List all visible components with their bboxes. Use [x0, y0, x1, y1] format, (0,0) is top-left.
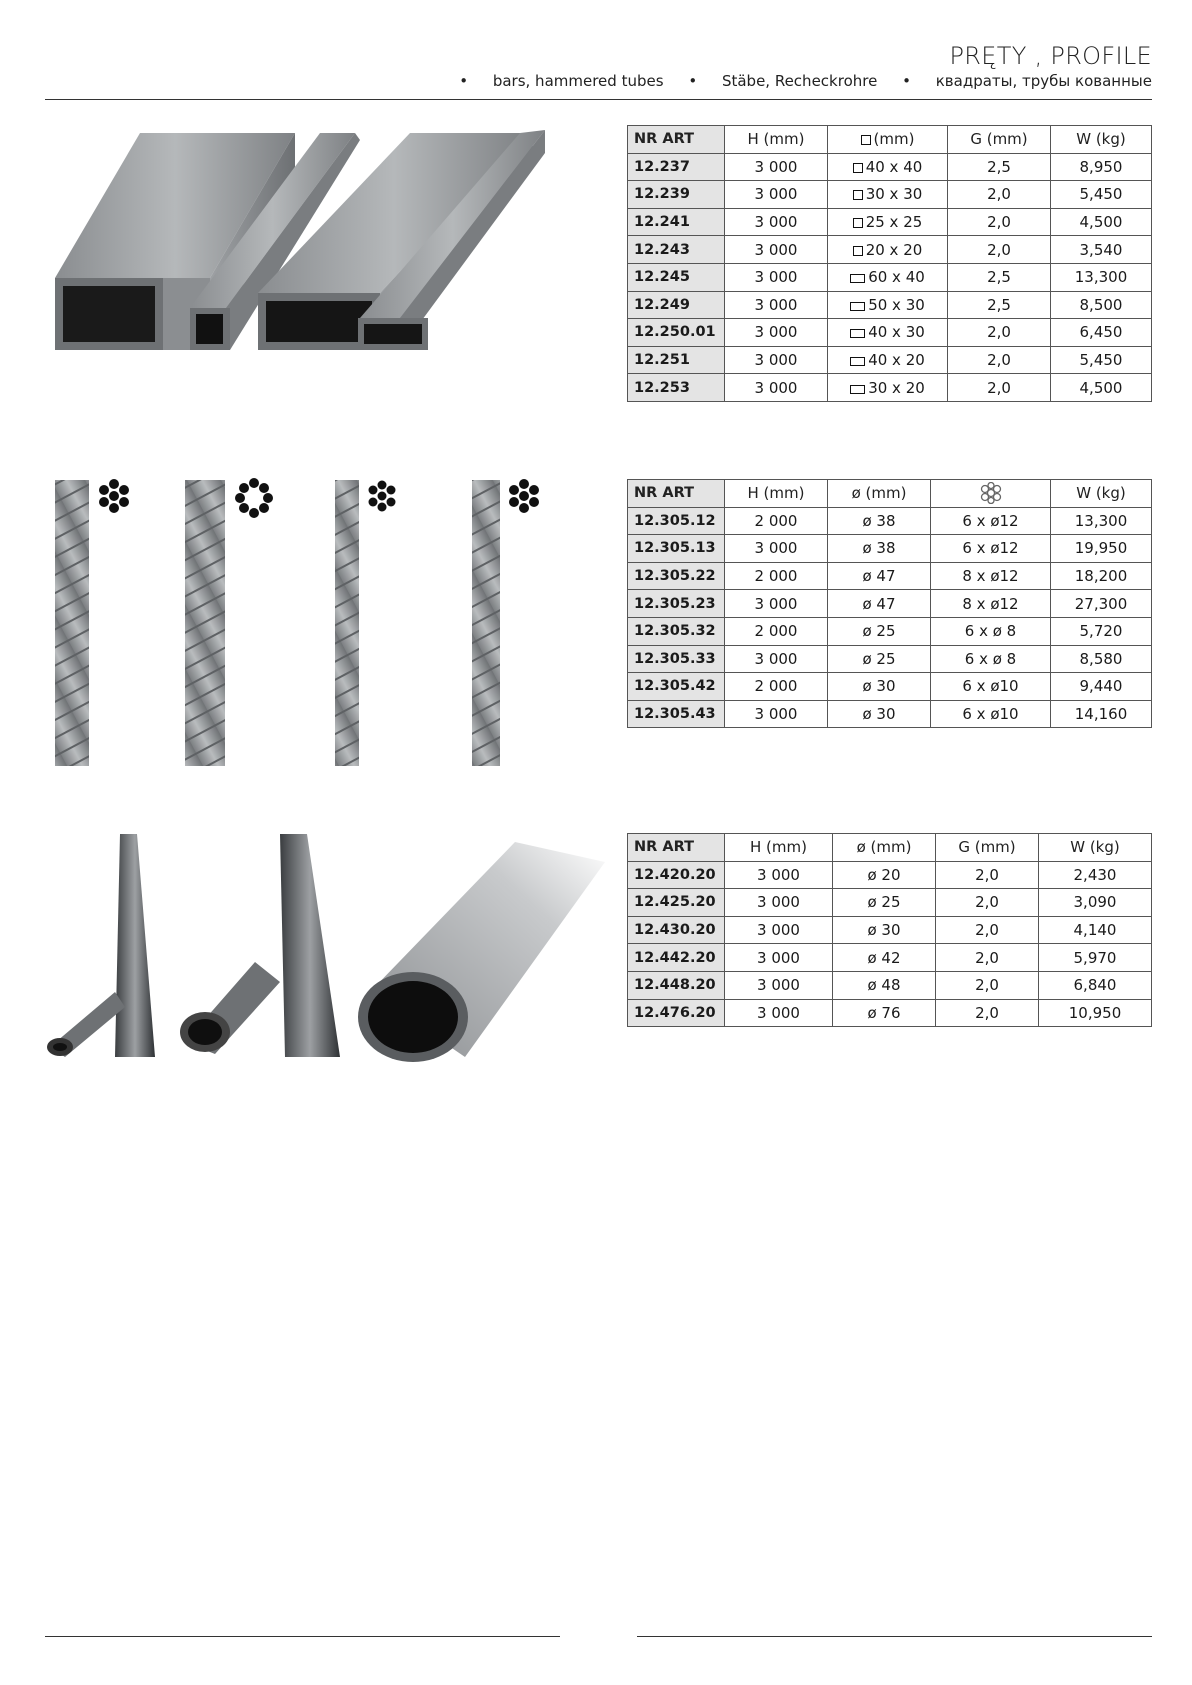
cell-h: 3 000: [725, 291, 828, 319]
cell-g: 2,0: [936, 999, 1039, 1027]
table-row: [628, 263, 1152, 291]
cell-w: 14,160: [1051, 700, 1152, 728]
cell-art: 12.251: [628, 346, 725, 374]
cell-d: ø 25: [828, 645, 931, 673]
cell-art: 12.241: [628, 208, 725, 236]
table-row: [628, 645, 1152, 673]
cell-art: 12.476.20: [628, 999, 725, 1027]
cell-h: 3 000: [725, 374, 828, 402]
cell-h: 3 000: [725, 181, 828, 209]
cell-w: 8,500: [1051, 291, 1152, 319]
footer-divider-right: [637, 1636, 1152, 1637]
rectangle-icon: [850, 385, 865, 394]
cell-g: 2,0: [936, 916, 1039, 944]
cell-w: 5,720: [1051, 617, 1152, 645]
cell-h: 2 000: [725, 507, 828, 535]
table-header-row: [628, 834, 1152, 862]
cell-size: 40 x 30: [828, 319, 948, 347]
subtitle-ru: квадраты, трубы кованные: [935, 72, 1152, 90]
cell-g: 2,0: [948, 346, 1051, 374]
cell-h: 3 000: [725, 944, 833, 972]
col-header-size: (mm): [828, 126, 948, 154]
cell-w: 4,140: [1039, 916, 1152, 944]
cell-d: ø 47: [828, 590, 931, 618]
cell-w: 19,950: [1051, 535, 1152, 563]
cell-w: 27,300: [1051, 590, 1152, 618]
col-header-w: W (kg): [1051, 126, 1152, 154]
cell-w: 13,300: [1051, 263, 1152, 291]
cell-h: 3 000: [725, 535, 828, 563]
table-row: [628, 507, 1152, 535]
table-row: [628, 916, 1152, 944]
table-row: [628, 346, 1152, 374]
cell-h: 3 000: [725, 645, 828, 673]
cell-d: ø 38: [828, 535, 931, 563]
table-hammered-tubes: [627, 125, 1152, 402]
col-header-h: H (mm): [725, 480, 828, 508]
square-icon: [853, 190, 863, 200]
cell-g: 2,5: [948, 263, 1051, 291]
cell-size: 50 x 30: [828, 291, 948, 319]
cell-d: ø 30: [828, 673, 931, 701]
table-row: [628, 374, 1152, 402]
cell-w: 5,450: [1051, 346, 1152, 374]
cell-d: ø 30: [828, 700, 931, 728]
cell-g: 2,0: [948, 181, 1051, 209]
cell-w: 10,950: [1039, 999, 1152, 1027]
cell-strands: 6 x ø12: [931, 507, 1051, 535]
cell-art: 12.239: [628, 181, 725, 209]
page-subtitle: [459, 72, 1152, 90]
cell-art: 12.305.43: [628, 700, 725, 728]
cell-art: 12.305.32: [628, 617, 725, 645]
cell-h: 3 000: [725, 263, 828, 291]
col-header-d: ø (mm): [828, 480, 931, 508]
cell-strands: 6 x ø10: [931, 700, 1051, 728]
cell-h: 2 000: [725, 562, 828, 590]
subtitle-de: Stäbe, Recheckrohre: [721, 72, 878, 90]
cell-art: 12.243: [628, 236, 725, 264]
table-header-row: [628, 480, 1152, 508]
subtitle-en: bars, hammered tubes: [492, 72, 664, 90]
cell-strands: 8 x ø12: [931, 562, 1051, 590]
table-row: [628, 590, 1152, 618]
rectangle-icon: [850, 302, 865, 311]
cell-art: 12.305.33: [628, 645, 725, 673]
cell-h: 2 000: [725, 673, 828, 701]
cell-strands: 6 x ø10: [931, 673, 1051, 701]
table-row: [628, 971, 1152, 999]
cell-d: ø 30: [833, 916, 936, 944]
cell-w: 4,500: [1051, 208, 1152, 236]
cell-g: 2,5: [948, 291, 1051, 319]
cell-h: 3 000: [725, 236, 828, 264]
table-row: [628, 889, 1152, 917]
cell-art: 12.305.23: [628, 590, 725, 618]
col-header-d: ø (mm): [833, 834, 936, 862]
cell-h: 3 000: [725, 971, 833, 999]
cell-d: ø 42: [833, 944, 936, 972]
cell-w: 3,540: [1051, 236, 1152, 264]
table-row: [628, 236, 1152, 264]
bullet: •: [902, 72, 911, 90]
cell-h: 3 000: [725, 700, 828, 728]
cell-d: ø 76: [833, 999, 936, 1027]
col-header-strands: [931, 480, 1051, 508]
cell-size: 25 x 25: [828, 208, 948, 236]
cell-h: 3 000: [725, 319, 828, 347]
cell-art: 12.425.20: [628, 889, 725, 917]
table-twisted-tubes: [627, 833, 1152, 1027]
col-header-g: G (mm): [948, 126, 1051, 154]
cell-w: 13,300: [1051, 507, 1152, 535]
cell-h: 3 000: [725, 590, 828, 618]
cell-size: 30 x 30: [828, 181, 948, 209]
cell-w: 3,090: [1039, 889, 1152, 917]
cell-d: ø 47: [828, 562, 931, 590]
cell-strands: 6 x ø 8: [931, 645, 1051, 673]
table-row: [628, 673, 1152, 701]
cell-w: 2,430: [1039, 861, 1152, 889]
cell-d: ø 20: [833, 861, 936, 889]
table-row: [628, 617, 1152, 645]
cell-art: 12.245: [628, 263, 725, 291]
strand-cross-section-icon: [978, 482, 1004, 504]
cell-w: 8,950: [1051, 153, 1152, 181]
table-row: [628, 999, 1152, 1027]
cell-w: 5,450: [1051, 181, 1152, 209]
cell-art: 12.305.13: [628, 535, 725, 563]
twisted-rope-bars-image: [50, 478, 550, 768]
cell-d: ø 38: [828, 507, 931, 535]
cell-art: 12.420.20: [628, 861, 725, 889]
col-header-w: W (kg): [1051, 480, 1152, 508]
cell-d: ø 48: [833, 971, 936, 999]
bullet: •: [688, 72, 698, 90]
table-row: [628, 181, 1152, 209]
col-header-g: G (mm): [936, 834, 1039, 862]
cell-art: 12.249: [628, 291, 725, 319]
square-icon: [853, 163, 863, 173]
cell-g: 2,0: [948, 374, 1051, 402]
table-row: [628, 861, 1152, 889]
cell-strands: 6 x ø 8: [931, 617, 1051, 645]
col-header-h: H (mm): [725, 126, 828, 154]
cell-w: 8,580: [1051, 645, 1152, 673]
cell-w: 6,840: [1039, 971, 1152, 999]
col-header-art: NR ART: [628, 834, 725, 862]
cell-size: 40 x 20: [828, 346, 948, 374]
cell-g: 2,0: [936, 861, 1039, 889]
bullet: •: [459, 72, 469, 90]
cell-g: 2,0: [936, 889, 1039, 917]
cell-h: 3 000: [725, 889, 833, 917]
cell-g: 2,5: [948, 153, 1051, 181]
square-icon: [853, 246, 863, 256]
twisted-tubes-image: [45, 832, 605, 1062]
table-header-row: [628, 126, 1152, 154]
cell-art: 12.237: [628, 153, 725, 181]
cross-section-icon: [99, 479, 129, 513]
table-row: [628, 208, 1152, 236]
table-row: [628, 944, 1152, 972]
table-row: [628, 535, 1152, 563]
col-header-h: H (mm): [725, 834, 833, 862]
hammered-tubes-image: [50, 128, 595, 358]
footer-divider-left: [45, 1636, 560, 1637]
cell-h: 3 000: [725, 916, 833, 944]
cell-size: 60 x 40: [828, 263, 948, 291]
cell-art: 12.430.20: [628, 916, 725, 944]
table-row: [628, 319, 1152, 347]
col-header-art: NR ART: [628, 480, 725, 508]
cell-w: 4,500: [1051, 374, 1152, 402]
header-divider: [45, 99, 1152, 100]
table-twisted-bars: [627, 479, 1152, 728]
cell-g: 2,0: [948, 236, 1051, 264]
rectangle-icon: [850, 274, 865, 283]
cell-w: 6,450: [1051, 319, 1152, 347]
table-row: [628, 700, 1152, 728]
cell-strands: 6 x ø12: [931, 535, 1051, 563]
cross-section-icon: [369, 481, 396, 512]
cross-section-icon: [235, 478, 273, 518]
cell-size: 30 x 20: [828, 374, 948, 402]
cell-art: 12.305.42: [628, 673, 725, 701]
cell-g: 2,0: [936, 971, 1039, 999]
col-header-art: NR ART: [628, 126, 725, 154]
cell-size: 20 x 20: [828, 236, 948, 264]
cell-d: ø 25: [828, 617, 931, 645]
cell-art: 12.448.20: [628, 971, 725, 999]
cell-art: 12.305.22: [628, 562, 725, 590]
square-icon: [861, 135, 871, 145]
cell-h: 2 000: [725, 617, 828, 645]
cell-d: ø 25: [833, 889, 936, 917]
col-header-w: W (kg): [1039, 834, 1152, 862]
cell-h: 3 000: [725, 346, 828, 374]
cell-h: 3 000: [725, 153, 828, 181]
rectangle-icon: [850, 329, 865, 338]
table-row: [628, 153, 1152, 181]
cell-art: 12.250.01: [628, 319, 725, 347]
cell-w: 9,440: [1051, 673, 1152, 701]
cell-art: 12.442.20: [628, 944, 725, 972]
cell-size: 40 x 40: [828, 153, 948, 181]
cell-w: 18,200: [1051, 562, 1152, 590]
cell-g: 2,0: [948, 208, 1051, 236]
cell-art: 12.305.12: [628, 507, 725, 535]
cell-h: 3 000: [725, 999, 833, 1027]
table-row: [628, 562, 1152, 590]
cell-g: 2,0: [948, 319, 1051, 347]
rectangle-icon: [850, 357, 865, 366]
cell-art: 12.253: [628, 374, 725, 402]
square-icon: [853, 218, 863, 228]
page-title: PRĘTY , PROFILE: [949, 42, 1152, 70]
cross-section-icon: [509, 479, 539, 513]
table-row: [628, 291, 1152, 319]
cell-w: 5,970: [1039, 944, 1152, 972]
cell-h: 3 000: [725, 208, 828, 236]
cell-g: 2,0: [936, 944, 1039, 972]
cell-strands: 8 x ø12: [931, 590, 1051, 618]
cell-h: 3 000: [725, 861, 833, 889]
